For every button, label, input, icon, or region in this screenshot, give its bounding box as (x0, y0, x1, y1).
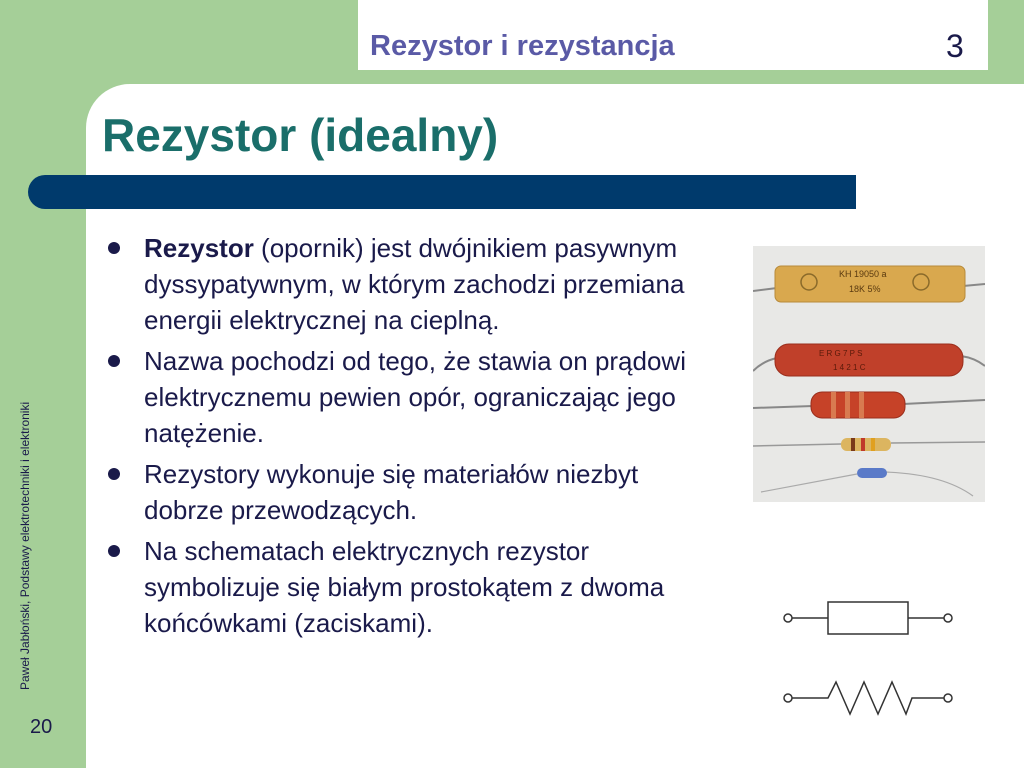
author-footer: Paweł Jabłoński, Podstawy elektrotechniki i elektroniki (18, 401, 32, 690)
resistor-symbols (778, 590, 958, 730)
title-underline-bar (28, 175, 856, 209)
bullet-dot-icon (108, 242, 120, 254)
bullet-list (104, 230, 724, 646)
top-right-green-strip (988, 0, 1024, 84)
header-green-band (358, 70, 988, 84)
slide-title: Rezystor (idealny) (102, 109, 499, 161)
bullet-item (104, 533, 724, 641)
bullet-item (104, 456, 724, 528)
page-number: 20 (30, 716, 53, 738)
resistor-label: KH 19050 a (839, 269, 887, 279)
resistor-label: 1 4 2 1 C (833, 363, 866, 372)
bullet-text: Na schematach elektrycznych rezystor symbolizuje się białym prostokątem z dwoma końcówkami (zaciskami). (144, 536, 665, 638)
section-number: 3 (946, 28, 964, 64)
resistor-label: E R G 7 P S (819, 349, 863, 358)
resistor-label: 18K 5% (849, 284, 881, 294)
resistors-photo (753, 246, 985, 502)
bullet-item (104, 343, 724, 451)
section-title: Rezystor i rezystancja (370, 30, 675, 62)
bullet-dot-icon (108, 468, 120, 480)
bullet-text: Nazwa pochodzi od tego, że stawia on prądowi elektrycznemu pewien opór, ograniczając jego natężenie. (144, 346, 686, 448)
bullet-text: (opornik) jest dwójnikiem pasywnym dyssypatywnym, w którym zachodzi przemiana energii elektrycznej na cieplną. (144, 233, 685, 335)
bullet-dot-icon (108, 355, 120, 367)
bullet-bold-term: Rezystor (144, 233, 254, 263)
bullet-item (104, 230, 724, 338)
bullet-text: Rezystory wykonuje się materiałów niezbyt dobrze przewodzących. (144, 459, 639, 525)
bullet-dot-icon (108, 545, 120, 557)
